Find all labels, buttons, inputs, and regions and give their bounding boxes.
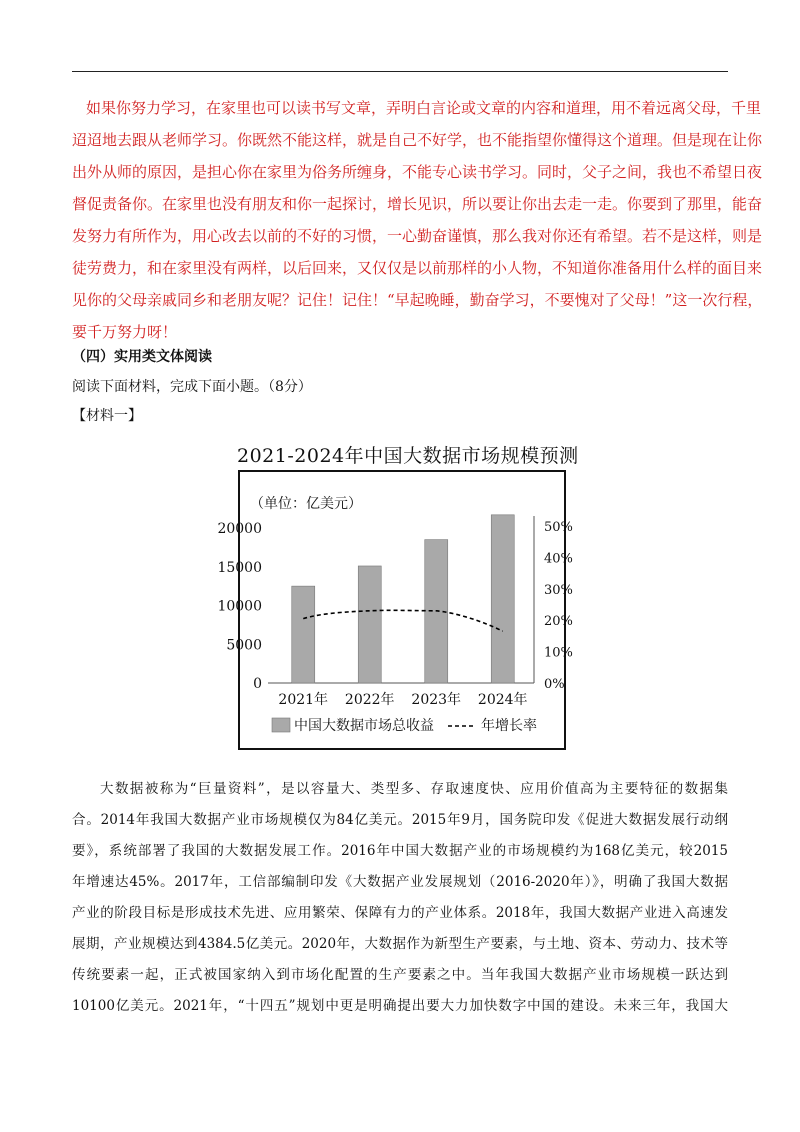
header-rule xyxy=(72,71,728,72)
chart-unit-label: （单位：亿美元） xyxy=(250,496,362,512)
paragraph-line: 徒劳费力，和在家里没有两样，以后回来，又仅仅是以前那样的小人物，不知道你准备用什么样的面目来 xyxy=(72,259,763,277)
paragraph-line: 传统要素一起，正式被国家纳入到市场化配置的生产要素之中。当年我国大数据产业市场规模一跃达到 xyxy=(72,967,728,983)
section-heading: （四）实用类文体阅读 xyxy=(72,349,212,365)
paragraph-line: 10100亿美元。2021年，“十四五”规划中更是明确提出要大力加快数字中国的建设。未来三年，我国大 xyxy=(72,998,728,1014)
material-label: 【材料一】 xyxy=(72,408,142,424)
left-axis-tick-label: 0 xyxy=(253,676,262,692)
bar-revenue xyxy=(292,586,315,683)
paragraph-line: 展期，产业规模达到4384.5亿美元。2020年，大数据作为新型生产要素，与土地、资本、劳动力、技术等 xyxy=(72,936,728,952)
bar-revenue xyxy=(358,566,381,683)
paragraph-line: 年增速达45%。2017年，工信部编制印发《大数据产业发展规划（2016-2020年）》，明确了我国大数据 xyxy=(72,874,728,890)
material-one-text xyxy=(72,774,728,1022)
x-axis-tick-label: 2024年 xyxy=(477,692,528,708)
x-axis-tick-label: 2021年 xyxy=(278,692,329,708)
paragraph-line: 督促责备你。在家里也没有朋友和你一起探讨，增长见识，所以要让你出去走一走。你要到了那里，能奋 xyxy=(72,195,763,213)
right-axis-tick-label: 10% xyxy=(544,645,573,661)
paragraph-line: 要千万努力呀！ xyxy=(72,323,178,341)
paragraph-line: 要》，系统部署了我国的大数据发展工作。2016年中国大数据产业的市场规模约为168亿美元，较2015 xyxy=(72,843,728,859)
right-axis-tick-label: 30% xyxy=(544,582,573,598)
paragraph-line: 如果你努力学习，在家里也可以读书写文章，弄明白言论或文章的内容和道理，用不着远离父母，千里 xyxy=(86,99,762,117)
paragraph-line: 合。2014年我国大数据产业市场规模仅为84亿美元。2015年9月，国务院印发《促进大数据发展行动纲 xyxy=(72,812,728,828)
market-size-chart xyxy=(217,470,573,752)
legend-swatch-revenue xyxy=(272,718,290,732)
paragraph-line: 产业的阶段目标是形成技术先进、应用繁荣、保障有力的产业体系。2018年，我国大数据产业进入高速发 xyxy=(72,905,728,921)
paragraph-line: 出外从师的原因，是担心你在家里为俗务所缠身，不能专心读书学习。同时，父子之间，我也不希望日夜 xyxy=(72,163,763,181)
instruction-text: 阅读下面材料，完成下面小题。（8分） xyxy=(72,379,312,395)
right-axis-tick-label: 50% xyxy=(544,520,573,535)
right-axis-tick-label: 20% xyxy=(544,614,573,630)
right-axis-tick-label: 40% xyxy=(544,551,573,567)
left-axis-tick-label: 15000 xyxy=(217,559,262,576)
legend-label-revenue: 中国大数据市场总收益 xyxy=(294,718,434,734)
x-axis-tick-label: 2022年 xyxy=(344,692,395,708)
paragraph-line: 见你的父母亲戚同乡和老朋友呢？记住！记住！“早起晚睡，勤奋学习，不要愧对了父母！”这一次行程， xyxy=(72,291,763,309)
chart-title: 2021-2024年中国大数据市场规模预测 xyxy=(237,445,579,467)
left-axis-tick-label: 10000 xyxy=(217,598,262,615)
paragraph-line: 发努力有所作为，用心改去以前的不好的习惯，一心勤奋谨慎，那么我对你还有希望。若不是这样，则是 xyxy=(72,227,763,245)
bar-revenue xyxy=(491,515,514,683)
left-axis-tick-label: 20000 xyxy=(217,521,262,537)
paragraph-line: 大数据被称为“巨量资料”，是以容量大、类型多、存取速度快、应用价值高为主要特征的数据集 xyxy=(100,781,728,797)
legend-label-growth: 年增长率 xyxy=(481,718,537,734)
x-axis-tick-label: 2023年 xyxy=(411,692,462,708)
right-axis-tick-label: 0% xyxy=(544,677,565,692)
translation-paragraph xyxy=(72,92,763,348)
paragraph-line: 迢迢地去跟从老师学习。你既然不能这样，就是自己不好学，也不能指望你懂得这个道理。但是现在让你 xyxy=(72,131,763,149)
left-axis-tick-label: 5000 xyxy=(226,637,262,654)
